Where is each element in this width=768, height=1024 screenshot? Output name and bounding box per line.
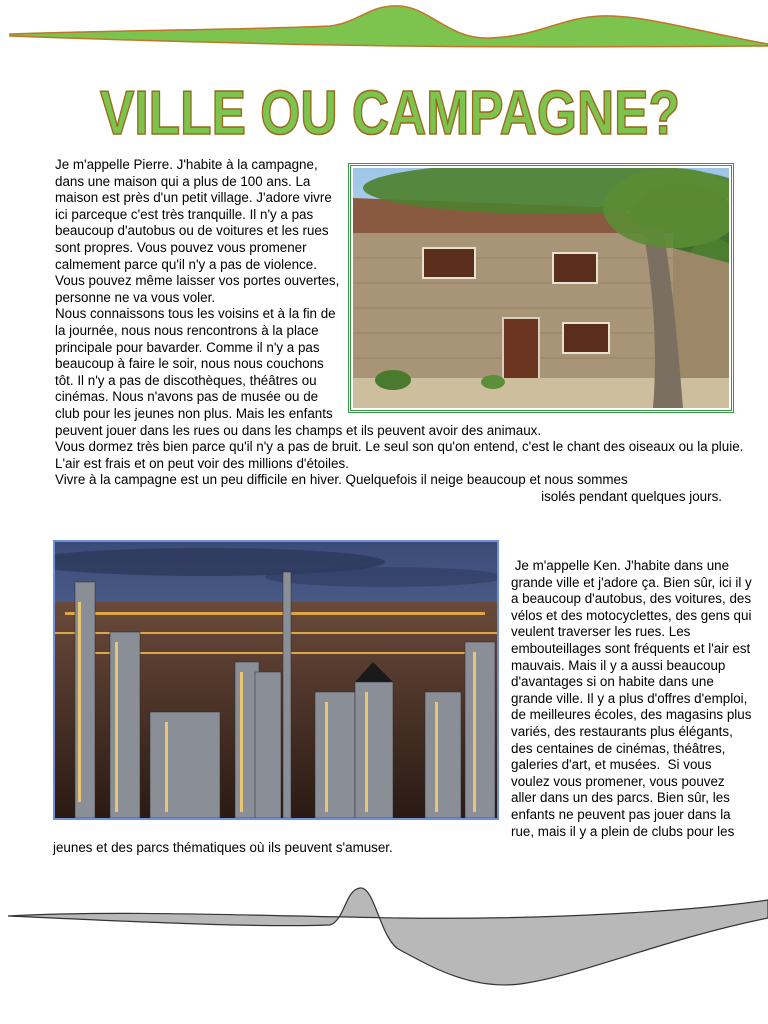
pierre-paragraph-3: Vous dormez très bien parce qu'il n'y a pas de bruit. Le seul son qu'on entend, c'est le chant des oiseaux ou la pluie. L'air est frais et on peut voir des millions d'étoiles. [55, 439, 744, 471]
bottom-wave-decoration [0, 880, 768, 1000]
top-wave-decoration [0, 0, 768, 60]
city-night-image [53, 540, 499, 820]
pierre-paragraph-4: Vivre à la campagne est un peu difficile en hiver. Quelquefois il neige beaucoup et nous sommes [55, 472, 628, 488]
page-title-text: VILLE OU CAMPAGNE? [100, 79, 680, 148]
countryside-house-image [348, 163, 734, 413]
city-skyline-night-photo [55, 542, 497, 818]
ken-section [53, 558, 756, 857]
pierre-paragraph-4-end: isolés pendant quelques jours. [541, 488, 722, 504]
pierre-paragraph-1: Je m'appelle Pierre. J'habite à la campagne, dans une maison qui a plus de 100 ans. La maison est près d'un petit village. J'adore vivre ici parceque c'est très tranquille. Il n'y a pas beaucoup d'autobus ou de voitures et les rues sont propres. Vous pouvez vous promener calmement parce qu'il n'y a pas de violence. Vous pouvez même laisser vos portes ouvertes, personne ne va vous voler. [55, 157, 340, 305]
pierre-section [55, 157, 750, 505]
pierre-paragraph-2: Nous connaissons tous les voisins et à la fin de la journée, nous nous rencontrons à la place principale pour bavarder. Comme il n'y a pas beaucoup à faire le soir, nous nous couchons tôt. Il n'y a pas de discothèques, théâtres ou cinémas. Nous n'avons pas de musée ou de club pour les jeunes non plus. Mais les enfants peuvent jouer dans les rues ou dans les champs et ils peuvent avoir des animaux. [55, 306, 542, 438]
stone-house-photo [353, 168, 729, 408]
ken-paragraph: Je m'appelle Ken. J'habite dans une grande ville et j'adore ça. Bien sûr, ici il y a beaucoup d'autobus, des voitures, des vélos et des motocyclettes, des gens qui veulent traverser les rues. Les embouteillages sont fréquents et l'air est mauvais. Mais il y a aussi beaucoup d'avantages si on habite dans une grande ville. Il y a plus d'offres d'emploi, de meilleures écoles, des magasins plus variés, des restaurants plus élégants, des centaines de cinémas, théâtres, galeries d'art, et musées. Si vous voulez vous promener, vous pouvez aller dans un des parcs. Bien sûr, les enfants ne peuvent pas jouer dans la rue, mais il y a plein de clubs pour les jeunes et des parcs thématiques où ils peuvent s'amuser. [53, 558, 756, 856]
page-title [0, 66, 768, 148]
